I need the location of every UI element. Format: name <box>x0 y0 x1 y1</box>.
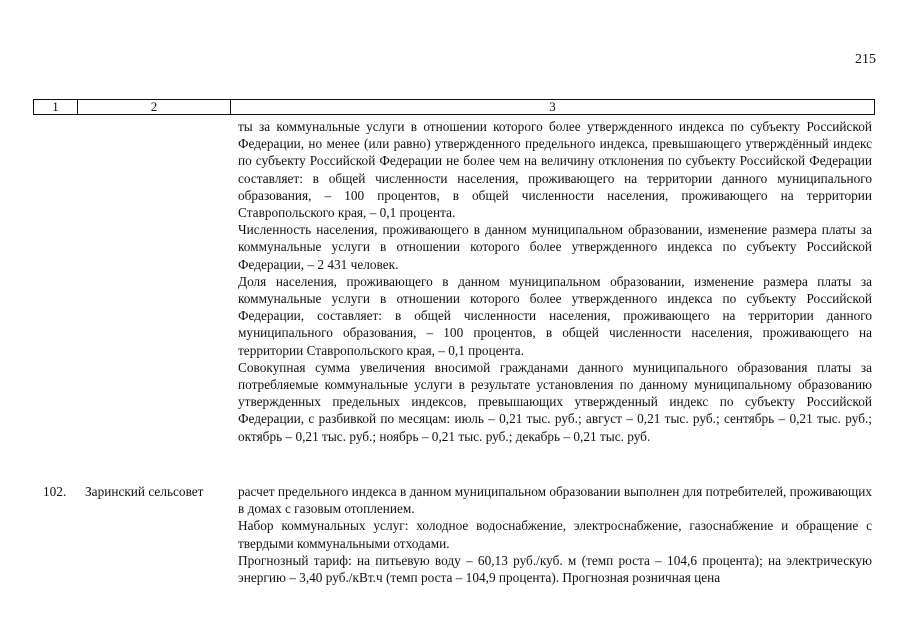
paragraph: Доля населения, проживающего в данном муниципальном образовании, изменение размера платы за коммунальные услуги в отношении которого более утвержденного индекса по субъекту Российской Федерации, составляет: в общей численности населения, проживающего на территории данного муниципального образования, – 100 процентов, в общей численности населения, проживающего на территории Ставропольского края, – 0,1 процента. <box>238 273 872 358</box>
row-number: 102. <box>43 484 67 499</box>
paragraph: Численность населения, проживающего в данном муниципальном образовании, изменение размера платы за коммунальные услуги в отношении которого более утвержденного индекса по субъекту Российской Федерации, – 2 431 человек. <box>238 222 872 272</box>
table-header-row <box>33 99 875 115</box>
table-header-col-2: 2 <box>78 100 231 114</box>
paragraph: Прогнозный тариф: на питьевую воду – 60,13 руб./куб. м (темп роста – 104,6 процента); на электрическую энергию – 3,40 руб./кВт.ч (темп роста – 104,9 процента). Прогнозная розничная цена <box>238 552 872 586</box>
paragraph: расчет предельного индекса в данном муниципальном образовании выполнен для потребителей, проживающих в домах с газовым отоплением. <box>238 484 872 517</box>
table-header-col-3: 3 <box>549 99 556 114</box>
paragraph: ты за коммунальные услуги в отношении которого более утвержденного индекса по субъекту Российской Федерации, но менее (или равно) утвержденного предельного индекса, превышающего утверждённый индекс по субъекту Российской Федерации не более чем на величину отклонения по субъекту Российской Федерации составляет: в общей численности населения, проживающего на территории данного муниципального образования, – 100 процентов, в общей численности населения, проживающего на территории Ставропольского края, – 0,1 процента. <box>238 119 872 221</box>
page-number: 215 <box>855 52 876 67</box>
row-description <box>238 483 872 586</box>
table-header-col-1: 1 <box>34 100 78 114</box>
paragraph: Набор коммунальных услуг: холодное водоснабжение, электроснабжение, газоснабжение и обращение с твердыми коммунальными отходами. <box>238 518 872 551</box>
municipality-name: Заринский сельсовет <box>85 484 204 499</box>
continuation-text <box>238 118 872 445</box>
paragraph: Совокупная сумма увеличения вносимой гражданами данного муниципального образования платы за потребляемые коммунальные услуги в результате установления по данному муниципальному образованию утвержденных предельных индексов, превышающих утвержденный индекс по субъекту Российской Федерации, с разбивкой по месяцам: июль – 0,21 тыс. руб.; август – 0,21 тыс. руб.; сентябрь – 0,21 тыс. руб.; октябрь – 0,21 тыс. руб.; ноябрь – 0,21 тыс. руб.; декабрь – 0,21 тыс. руб. <box>238 359 872 444</box>
